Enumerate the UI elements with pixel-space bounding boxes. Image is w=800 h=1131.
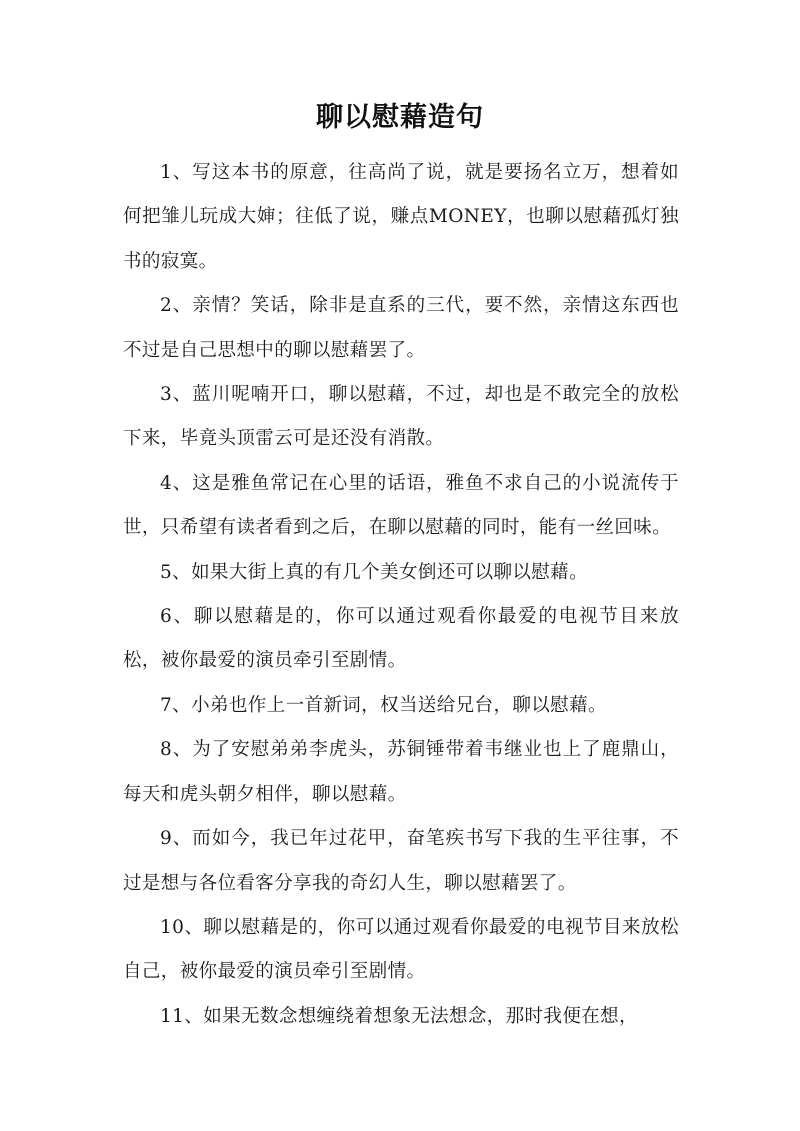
page-title: 聊以慰藉造句 <box>316 102 484 133</box>
paragraph-10: 10、聊以慰藉是的，你可以通过观看你最爱的电视节目来放松自己，被你最爱的演员牵引至剧情。 <box>123 916 679 983</box>
paragraph-2: 2、亲情？笑话，除非是直系的三代，要不然，亲情这东西也不过是自己思想中的聊以慰藉罢了。 <box>123 295 679 361</box>
paragraph-5: 5、如果大街上真的有几个美女倒还可以聊以慰藉。 <box>160 561 588 583</box>
paragraph-1: 1、写这本书的原意，往高尚了说，就是要扬名立万，想着如何把雏儿玩成大婶；往低了说，赚点MONEY，也聊以慰藉孤灯独书的寂寞。 <box>123 162 679 272</box>
document-body <box>123 151 679 1039</box>
paragraph-9: 9、而如今，我已年过花甲，奋笔疾书写下我的生平往事，不过是想与各位看客分享我的奇幻人生，聊以慰藉罢了。 <box>123 828 679 894</box>
paragraph-11: 11、如果无数念想缠绕着想象无法想念，那时我便在想， <box>160 1005 638 1027</box>
paragraph-3: 3、蓝川呢喃开口，聊以慰藉，不过，却也是不敢完全的放松下来，毕竟头顶雷云可是还没有消散。 <box>123 384 679 450</box>
paragraph-7: 7、小弟也作上一首新词，权当送给兄台，聊以慰藉。 <box>160 694 607 716</box>
paragraph-4: 4、这是雅鱼常记在心里的话语，雅鱼不求自己的小说流传于世，只希望有读者看到之后，在聊以慰藉的同时，能有一丝回味。 <box>123 472 679 539</box>
paragraph-8: 8、为了安慰弟弟李虎头，苏铜锤带着韦继业也上了鹿鼎山，每天和虎头朝夕相伴，聊以慰藉。 <box>123 739 679 805</box>
paragraph-6: 6、聊以慰藉是的，你可以通过观看你最爱的电视节目来放松，被你最爱的演员牵引至剧情。 <box>123 606 679 672</box>
